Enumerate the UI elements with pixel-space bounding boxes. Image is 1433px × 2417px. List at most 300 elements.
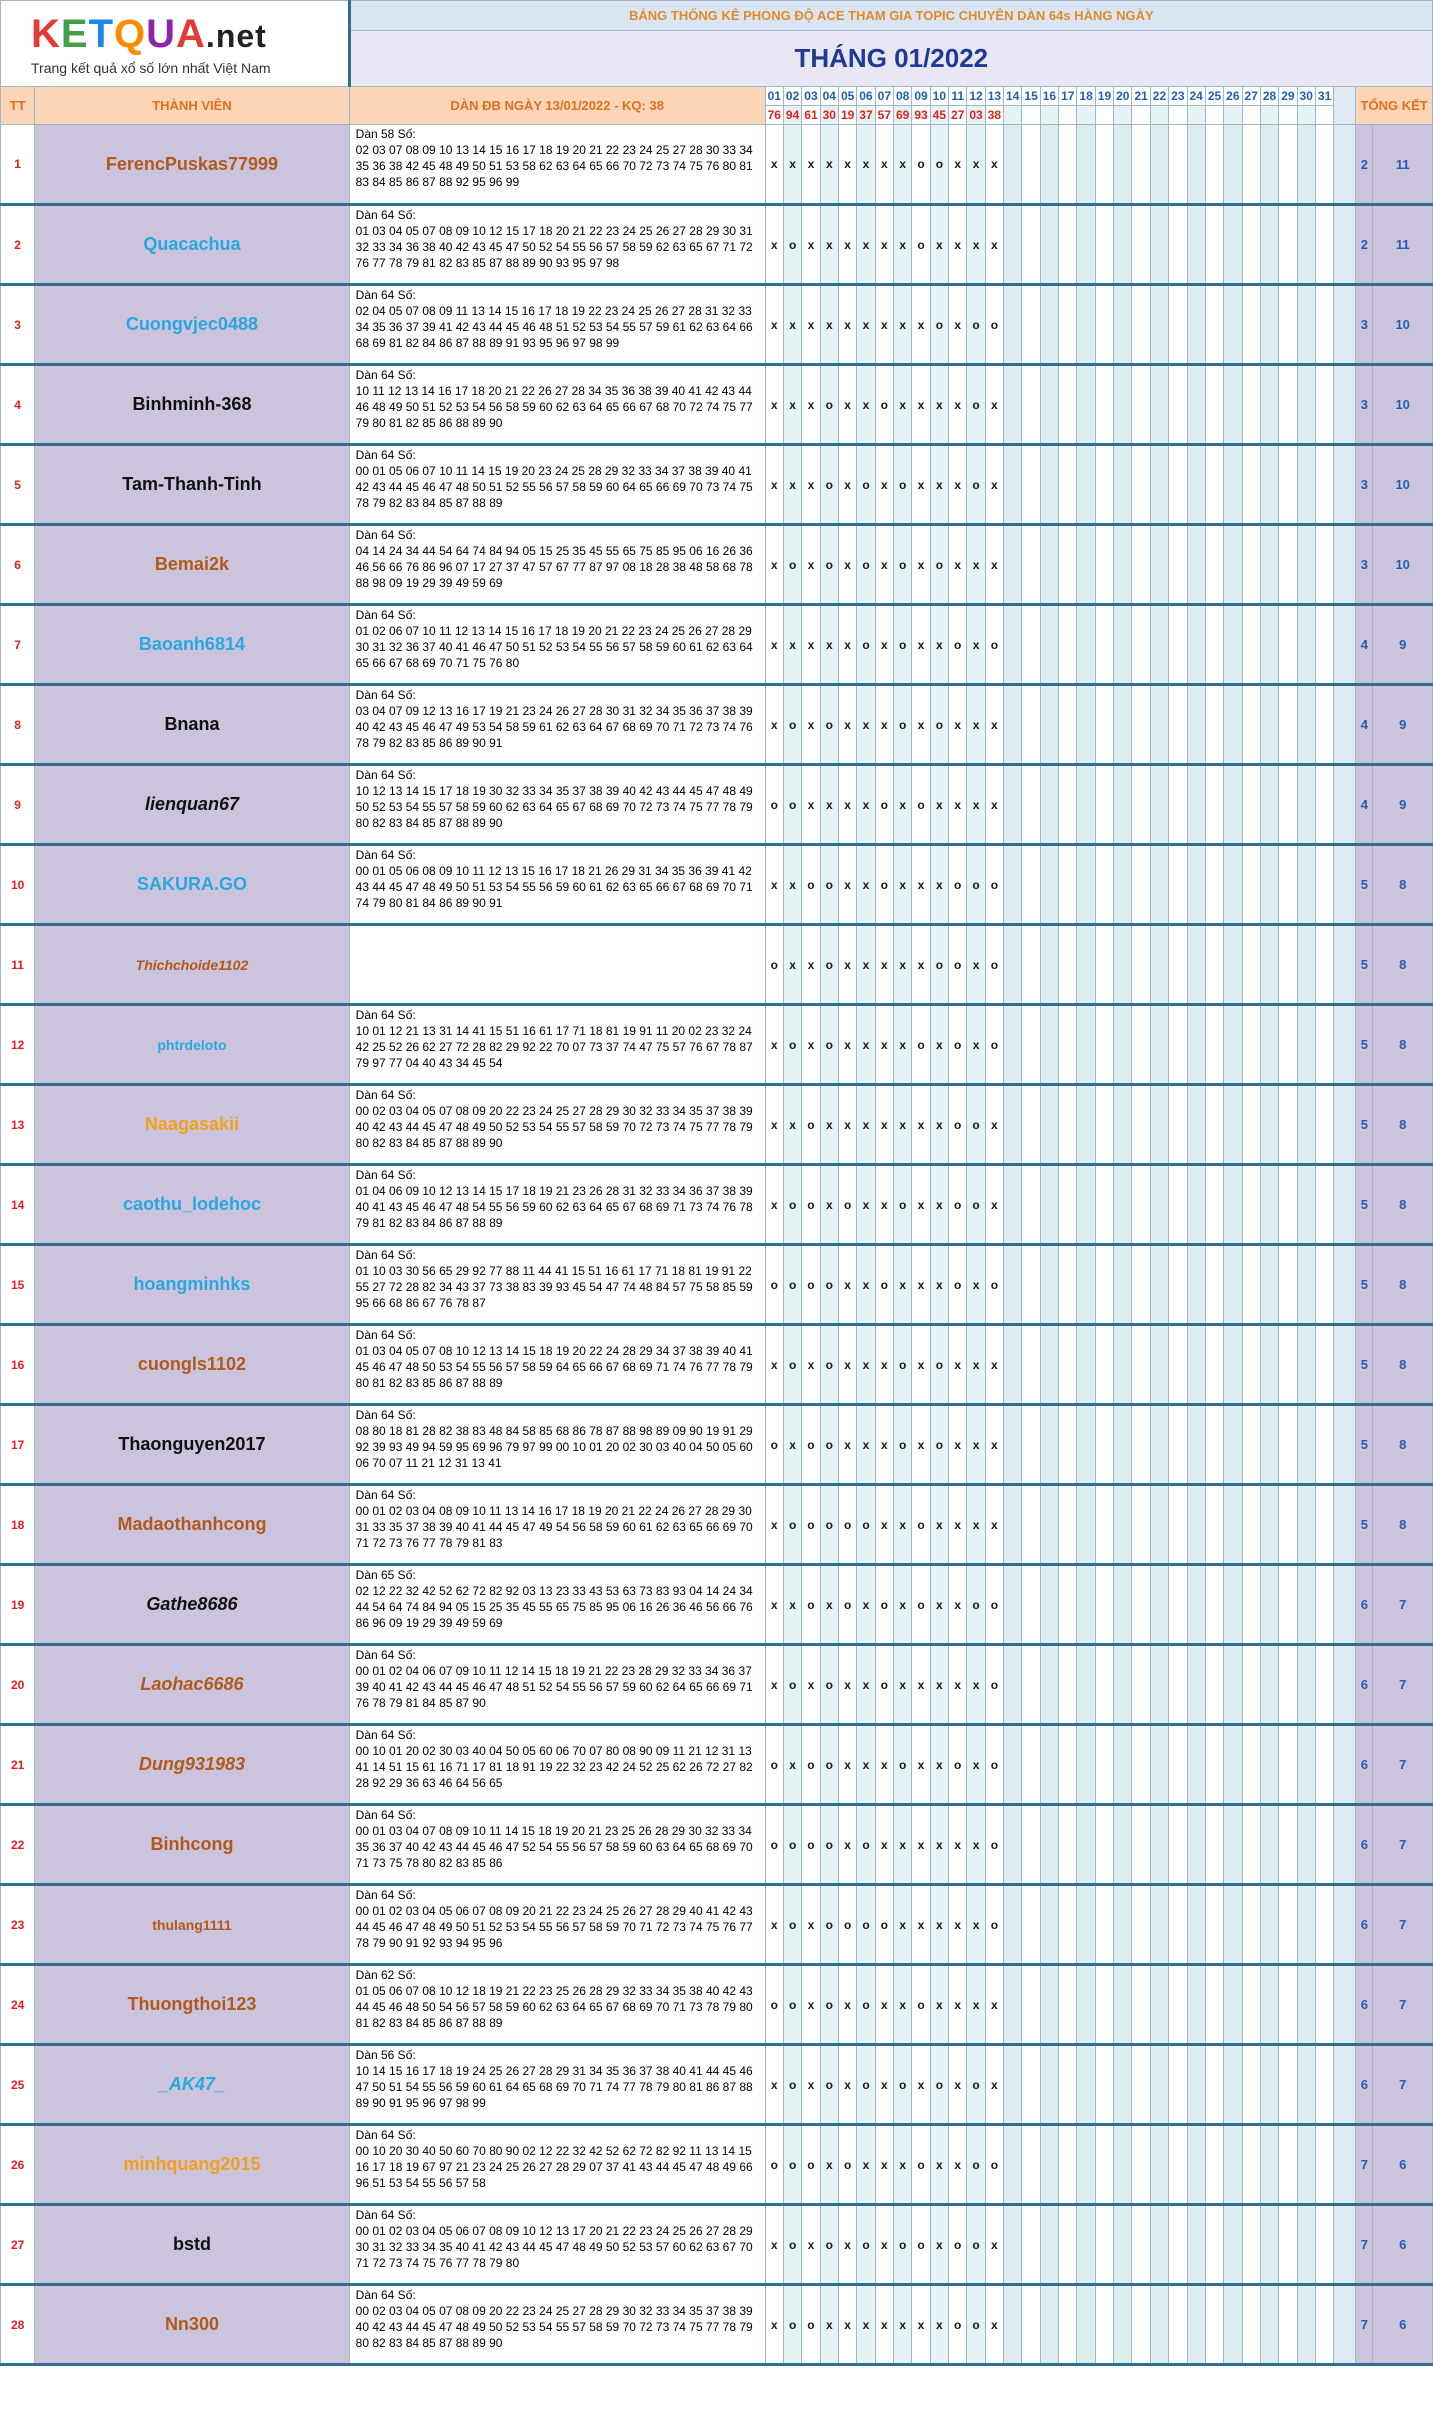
day-mark: x [985,1165,1003,1245]
summary-hits: 6 [1356,1805,1373,1885]
day-empty [1315,685,1333,765]
day-mark: x [802,205,820,285]
day-empty [1095,605,1113,685]
day-empty [1315,1565,1333,1645]
day-mark: o [783,685,801,765]
summary-misses: 7 [1373,1565,1433,1645]
day-mark: x [857,1325,875,1405]
day-empty [1260,365,1278,445]
day-mark: x [857,205,875,285]
summary-hits: 5 [1356,1485,1373,1565]
day-empty [1040,285,1058,365]
day-mark: o [783,1645,801,1725]
day-mark: o [949,1005,967,1085]
day-empty [1095,845,1113,925]
day-empty [1114,525,1132,605]
day-empty [1224,1645,1242,1725]
day-mark: x [765,1325,783,1405]
day-empty [1022,1565,1040,1645]
day-mark: o [967,845,985,925]
day-empty [1224,285,1242,365]
day-empty [1077,1965,1095,2045]
day-empty [1059,365,1077,445]
dan-title: Dàn 64 Số: [355,1328,416,1342]
dan-numbers: 03 04 07 09 12 13 16 17 19 21 23 24 26 27 28 30 31 32 34 35 36 37 38 39 40 42 43 45 46 47 49 53 54 58 59 61 62 63 64 67 68 69 70 71 72 73 74 76 78 79 82 83 85 86 89 90 91 [355,704,753,750]
day-empty [1150,2045,1168,2125]
member-name[interactable]: Laohac6686 [35,1645,349,1725]
dan-title: Dàn 64 Số: [355,608,416,622]
day-header: 03 [802,87,820,106]
day-mark: o [967,445,985,525]
day-empty [1114,925,1132,1005]
day-empty [1095,1405,1113,1485]
day-header: 05 [838,87,856,106]
day-empty [1040,1485,1058,1565]
day-mark: x [838,1405,856,1485]
day-empty [1297,1005,1315,1085]
day-mark: x [985,685,1003,765]
member-name[interactable]: minhquang2015 [35,2125,349,2205]
day-empty [1114,2125,1132,2205]
day-mark: x [875,445,893,525]
day-mark: x [949,1965,967,2045]
member-name[interactable]: Gathe8686 [35,1565,349,1645]
day-mark: o [802,2285,820,2365]
day-mark: x [894,1885,912,1965]
member-name[interactable]: Bnana [35,685,349,765]
day-mark: x [802,1965,820,2045]
logo-letter: E [60,11,89,56]
day-empty [1242,1885,1260,1965]
day-mark: x [985,2205,1003,2285]
day-empty [1114,765,1132,845]
member-name[interactable]: Naagasakii [35,1085,349,1165]
day-empty [1297,1165,1315,1245]
summary-hits: 2 [1356,125,1373,205]
day-mark: x [857,925,875,1005]
day-empty [1132,445,1150,525]
dan-numbers-cell [349,205,765,285]
day-empty [1150,845,1168,925]
day-empty [1150,1405,1168,1485]
row-gap [1334,1805,1356,1885]
day-mark: o [930,1405,948,1485]
summary-hits: 6 [1356,1885,1373,1965]
member-name[interactable]: Binhminh-368 [35,365,349,445]
day-empty [1260,445,1278,525]
day-mark: x [857,845,875,925]
dan-numbers-cell [349,925,765,1005]
summary-misses: 8 [1373,1245,1433,1325]
day-empty [1315,1405,1333,1485]
day-empty [1205,1805,1223,1885]
member-name[interactable]: bstd [35,2205,349,2285]
day-empty [1315,2125,1333,2205]
member-name[interactable]: SAKURA.GO [35,845,349,925]
day-mark: x [838,1325,856,1405]
day-empty [1242,1165,1260,1245]
day-empty [1077,2205,1095,2285]
day-result: 45 [930,106,948,125]
day-empty [1077,925,1095,1005]
day-empty [1132,1245,1150,1325]
dan-numbers: 02 12 22 32 42 52 62 72 82 92 03 13 23 33 43 53 63 73 83 93 04 14 24 34 44 54 64 74 84 94 05 15 25 35 45 55 65 75 85 95 06 16 26 36 46 56 66 76 86 96 09 19 29 39 49 59 69 [355,1584,753,1630]
day-empty [1022,1325,1040,1405]
day-mark: o [985,1805,1003,1885]
day-mark: x [857,125,875,205]
summary-hits: 6 [1356,1725,1373,1805]
day-mark: x [967,205,985,285]
day-empty [1114,2045,1132,2125]
day-mark: x [875,285,893,365]
day-mark: x [765,1645,783,1725]
day-mark: x [820,205,838,285]
day-empty [1059,1805,1077,1885]
summary-hits: 3 [1356,525,1373,605]
day-mark: x [985,1485,1003,1565]
dan-numbers: 01 03 04 05 07 08 09 10 12 15 17 18 20 21 22 23 24 25 26 27 28 29 30 31 32 33 34 36 38 40 42 43 45 47 50 52 54 55 56 57 58 59 62 63 65 67 71 72 76 77 78 79 81 82 83 85 87 88 89 90 93 95 97 98 [355,224,753,270]
day-empty [1297,285,1315,365]
member-name[interactable]: phtrdeloto [35,1005,349,1085]
member-name[interactable]: Tam-Thanh-Tinh [35,445,349,525]
dan-title: Dàn 64 Số: [355,1408,416,1422]
day-empty [1077,1885,1095,1965]
day-mark: o [875,845,893,925]
day-mark: x [857,1085,875,1165]
day-empty [1242,365,1260,445]
dan-numbers: 01 03 04 05 07 08 10 12 13 14 15 18 19 20 22 24 28 29 34 37 38 39 40 41 45 46 47 48 50 53 54 55 56 57 58 59 64 65 66 67 68 69 71 74 76 77 78 79 80 81 82 83 85 86 87 88 89 [355,1344,753,1390]
day-mark: x [875,1405,893,1485]
day-empty [1077,365,1095,445]
summary-hits: 3 [1356,365,1373,445]
day-empty [1114,445,1132,525]
day-empty [1040,365,1058,445]
day-empty [1279,765,1297,845]
day-mark: x [820,1165,838,1245]
day-empty [1279,1245,1297,1325]
summary-hits: 5 [1356,845,1373,925]
day-mark: o [875,765,893,845]
member-name[interactable]: caothu_lodehoc [35,1165,349,1245]
day-mark: o [820,525,838,605]
day-empty [1022,1405,1040,1485]
day-mark: x [857,1165,875,1245]
day-empty [1169,1965,1187,2045]
row-number: 16 [1,1325,35,1405]
day-mark: x [765,2045,783,2125]
day-header: 12 [967,87,985,106]
day-empty [1224,2125,1242,2205]
day-header: 08 [894,87,912,106]
dan-numbers-cell [349,1245,765,1325]
day-mark: x [949,365,967,445]
day-empty [1224,1485,1242,1565]
member-name[interactable]: Thuongthoi123 [35,1965,349,2045]
table-row [1,2125,1433,2205]
day-mark: o [820,1005,838,1085]
day-empty [1260,125,1278,205]
day-empty [1279,925,1297,1005]
dan-title: Dàn 64 Số: [355,208,416,222]
day-mark: x [912,1245,930,1325]
member-name[interactable]: Quacachua [35,205,349,285]
day-empty [1040,1645,1058,1725]
day-mark: x [875,685,893,765]
day-mark: o [783,2285,801,2365]
day-empty [1260,1245,1278,1325]
day-mark: o [783,1885,801,1965]
day-empty [1169,285,1187,365]
member-name[interactable]: FerencPuskas77999 [35,125,349,205]
member-name[interactable]: Madaothanhcong [35,1485,349,1565]
day-mark: o [894,2205,912,2285]
day-empty [1205,285,1223,365]
day-empty [1059,525,1077,605]
member-name[interactable]: Dung931983 [35,1725,349,1805]
table-row [1,685,1433,765]
dan-numbers: 04 14 24 34 44 54 64 74 84 94 05 15 25 35 45 55 65 75 85 95 06 16 26 36 46 56 66 76 86 96 07 17 27 37 47 57 67 77 87 97 08 18 28 38 48 58 68 78 88 98 09 19 29 39 49 59 69 [355,544,753,590]
summary-hits: 6 [1356,2045,1373,2125]
day-empty [1095,1085,1113,1165]
dan-numbers-cell [349,1725,765,1805]
day-empty [1242,605,1260,685]
day-mark: x [985,2285,1003,2365]
day-empty [1114,2285,1132,2365]
day-empty [1004,2205,1022,2285]
day-empty [1095,685,1113,765]
day-empty [1297,1645,1315,1725]
day-mark: x [838,525,856,605]
day-mark: o [985,925,1003,1005]
logo-tagline: Trang kết quả xổ số lớn nhất Việt Nam [31,59,271,76]
day-empty [1187,1165,1205,1245]
col-header-member: THÀNH VIÊN [35,87,349,125]
day-empty [1242,1645,1260,1725]
day-header: 21 [1132,87,1150,106]
dan-numbers: 00 01 02 04 06 07 09 10 11 12 14 15 18 19 21 22 23 28 29 32 33 34 36 37 39 40 41 42 43 44 45 46 47 48 51 52 54 55 56 57 59 60 62 64 65 66 69 71 76 78 79 81 84 85 87 90 [355,1664,753,1710]
day-mark: x [985,1325,1003,1405]
day-mark: x [783,365,801,445]
day-empty [1279,2285,1297,2365]
day-empty [1022,1485,1040,1565]
day-empty [1279,605,1297,685]
day-empty [1279,1085,1297,1165]
dan-numbers: 01 02 06 07 10 11 12 13 14 15 16 17 18 19 20 21 22 23 24 25 26 27 28 29 30 31 32 36 37 40 41 46 47 50 51 52 53 54 55 56 57 58 59 60 61 62 63 64 65 66 67 68 69 70 71 75 76 80 [355,624,753,670]
day-empty [1059,2285,1077,2365]
member-name[interactable]: Thaonguyen2017 [35,1405,349,1485]
member-name[interactable]: _AK47_ [35,2045,349,2125]
day-empty [1040,1725,1058,1805]
member-name[interactable]: lienquan67 [35,765,349,845]
day-empty [1077,845,1095,925]
day-mark: o [838,1485,856,1565]
dan-numbers: 10 01 12 21 13 31 14 41 15 51 16 61 17 71 18 81 19 91 11 20 02 23 32 24 42 25 52 26 62 27 72 28 82 29 92 22 70 07 73 37 74 47 75 57 76 67 78 87 79 97 77 04 40 43 34 45 54 [355,1024,753,1070]
day-empty [1004,445,1022,525]
dan-numbers-cell [349,1885,765,1965]
day-empty [1004,1325,1022,1405]
day-mark: o [912,2125,930,2205]
day-empty [1205,125,1223,205]
day-empty [1022,685,1040,765]
member-name[interactable]: Bemai2k [35,525,349,605]
day-header: 28 [1260,87,1278,106]
dan-numbers-cell [349,1085,765,1165]
day-mark: x [894,285,912,365]
day-header: 19 [1095,87,1113,106]
day-empty [1242,2285,1260,2365]
day-mark: o [875,365,893,445]
day-empty [1205,445,1223,525]
col-header-tt: TT [1,87,35,125]
day-empty [1040,1085,1058,1165]
day-empty [1224,125,1242,205]
day-mark: x [894,1485,912,1565]
dan-numbers-cell [349,1485,765,1565]
day-mark: x [838,1005,856,1085]
member-name[interactable]: cuongls1102 [35,1325,349,1405]
day-empty [1077,1725,1095,1805]
day-empty [1150,1725,1168,1805]
day-mark: x [985,1085,1003,1165]
day-mark: x [930,1485,948,1565]
day-mark: o [783,1965,801,2045]
day-empty [1095,1725,1113,1805]
day-empty [1205,1965,1223,2045]
day-mark: x [765,2285,783,2365]
day-empty [1150,365,1168,445]
day-mark: x [912,605,930,685]
day-mark: x [820,1565,838,1645]
day-empty [1040,685,1058,765]
day-empty [1150,1645,1168,1725]
day-result [1187,106,1205,125]
day-empty [1114,1165,1132,1245]
row-gap [1334,2125,1356,2205]
day-mark: o [894,2045,912,2125]
day-empty [1059,685,1077,765]
row-number: 26 [1,2125,35,2205]
day-mark: x [894,1965,912,2045]
day-empty [1132,1965,1150,2045]
dan-title: Dàn 64 Số: [355,528,416,542]
day-empty [1004,765,1022,845]
day-empty [1260,205,1278,285]
day-empty [1150,1165,1168,1245]
day-empty [1132,125,1150,205]
day-empty [1242,765,1260,845]
day-empty [1205,1565,1223,1645]
day-empty [1169,2125,1187,2205]
day-mark: o [949,1245,967,1325]
day-mark: x [912,1885,930,1965]
day-header: 01 [765,87,783,106]
row-gap [1334,205,1356,285]
day-empty [1260,1885,1278,1965]
day-mark: x [985,2045,1003,2125]
day-mark: x [838,605,856,685]
member-name[interactable]: Thichchoide1102 [35,925,349,1005]
dan-numbers-cell [349,1005,765,1085]
day-header: 11 [949,87,967,106]
summary-misses: 11 [1373,125,1433,205]
day-mark: x [930,1645,948,1725]
day-mark: x [912,1805,930,1885]
day-empty [1114,1725,1132,1805]
member-name[interactable]: Baoanh6814 [35,605,349,685]
row-gap [1334,1645,1356,1725]
summary-misses: 8 [1373,1405,1433,1485]
day-empty [1095,1565,1113,1645]
row-number: 6 [1,525,35,605]
day-empty [1077,1645,1095,1725]
table-row [1,125,1433,205]
day-mark: x [967,605,985,685]
member-name[interactable]: Nn300 [35,2285,349,2365]
day-empty [1242,1965,1260,2045]
day-header: 15 [1022,87,1040,106]
table-row [1,525,1433,605]
day-empty [1095,925,1113,1005]
day-empty [1059,285,1077,365]
day-empty [1187,1005,1205,1085]
day-empty [1004,1805,1022,1885]
day-empty [1242,1405,1260,1485]
day-empty [1205,1085,1223,1165]
day-empty [1004,285,1022,365]
day-empty [1114,845,1132,925]
dan-numbers: 02 04 05 07 08 09 11 13 14 15 16 17 18 19 22 23 24 25 26 27 28 31 32 33 34 35 36 37 39 41 42 43 44 45 46 48 51 52 53 54 55 57 59 61 62 63 64 66 68 69 81 82 84 86 87 88 89 91 93 95 96 97 98 99 [355,304,753,350]
dan-title: Dàn 64 Số: [355,1248,416,1262]
day-empty [1059,1565,1077,1645]
member-name[interactable]: Cuongvjec0488 [35,285,349,365]
day-empty [1279,1005,1297,1085]
summary-misses: 8 [1373,1165,1433,1245]
day-mark: o [783,1245,801,1325]
day-mark: o [875,1645,893,1725]
day-empty [1242,925,1260,1005]
day-mark: x [949,285,967,365]
day-empty [1169,1245,1187,1325]
day-empty [1279,1725,1297,1805]
member-name[interactable]: thulang1111 [35,1885,349,1965]
day-empty [1095,365,1113,445]
day-empty [1004,205,1022,285]
day-empty [1260,1005,1278,1085]
summary-misses: 10 [1373,285,1433,365]
member-name[interactable]: hoangminhks [35,1245,349,1325]
day-mark: x [802,1005,820,1085]
day-mark: o [857,605,875,685]
day-empty [1132,685,1150,765]
day-empty [1059,2205,1077,2285]
day-empty [1095,765,1113,845]
site-logo[interactable] [1,12,348,76]
day-empty [1150,605,1168,685]
member-name[interactable]: Binhcong [35,1805,349,1885]
day-empty [1315,2205,1333,2285]
day-mark: o [857,525,875,605]
day-empty [1224,1245,1242,1325]
day-empty [1279,1885,1297,1965]
day-mark: o [894,1325,912,1405]
day-mark: x [985,1405,1003,1485]
day-empty [1077,1245,1095,1325]
day-empty [1187,445,1205,525]
day-mark: x [985,205,1003,285]
day-mark: x [967,1725,985,1805]
day-mark: x [930,1805,948,1885]
row-number: 24 [1,1965,35,2045]
